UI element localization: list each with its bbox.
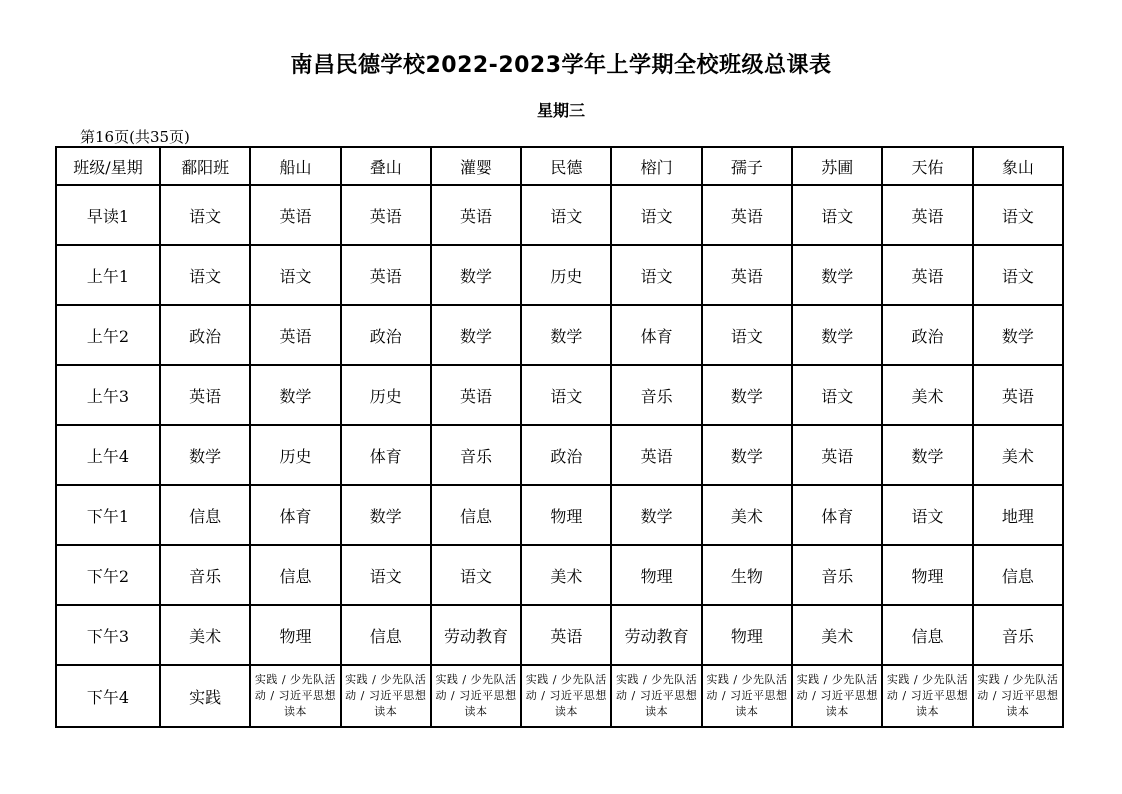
subject-cell: 语文 — [792, 365, 882, 425]
subject-cell: 实践 / 少先队活动 / 习近平思想读本 — [250, 665, 340, 727]
subject-cell: 语文 — [973, 245, 1063, 305]
header-cell-class: 天佑 — [882, 147, 972, 185]
subject-cell: 英语 — [702, 245, 792, 305]
subject-cell: 地理 — [973, 485, 1063, 545]
subject-cell: 历史 — [521, 245, 611, 305]
subject-cell: 实践 / 少先队活动 / 习近平思想读本 — [521, 665, 611, 727]
subject-cell: 数学 — [973, 305, 1063, 365]
subject-cell: 语文 — [611, 185, 701, 245]
header-row — [56, 147, 1063, 185]
header-cell-class: 叠山 — [341, 147, 431, 185]
subject-cell: 英语 — [431, 185, 521, 245]
period-cell: 早读1 — [56, 185, 160, 245]
header-cell-class: 灌婴 — [431, 147, 521, 185]
subject-cell: 语文 — [521, 365, 611, 425]
subject-cell: 语文 — [611, 245, 701, 305]
subject-cell: 英语 — [882, 245, 972, 305]
period-cell: 下午2 — [56, 545, 160, 605]
subject-cell: 美术 — [521, 545, 611, 605]
subject-cell: 语文 — [431, 545, 521, 605]
subject-cell: 数学 — [792, 305, 882, 365]
subject-cell: 实践 / 少先队活动 / 习近平思想读本 — [341, 665, 431, 727]
header-cell-class: 孺子 — [702, 147, 792, 185]
subject-cell: 物理 — [250, 605, 340, 665]
header-cell-corner: 班级/星期 — [56, 147, 160, 185]
subject-cell: 物理 — [882, 545, 972, 605]
subject-cell: 英语 — [882, 185, 972, 245]
subject-cell: 英语 — [431, 365, 521, 425]
subject-cell: 语文 — [341, 545, 431, 605]
subject-cell: 实践 / 少先队活动 / 习近平思想读本 — [882, 665, 972, 727]
subject-cell: 数学 — [431, 245, 521, 305]
subject-cell: 政治 — [521, 425, 611, 485]
subject-cell: 美术 — [702, 485, 792, 545]
header-cell-class: 民德 — [521, 147, 611, 185]
period-cell: 下午1 — [56, 485, 160, 545]
table-row — [56, 185, 1063, 245]
header-cell-class: 鄱阳班 — [160, 147, 250, 185]
weekday-subtitle: 星期三 — [536, 101, 585, 120]
schedule-body — [56, 147, 1063, 727]
subject-cell: 信息 — [250, 545, 340, 605]
subject-cell: 实践 / 少先队活动 / 习近平思想读本 — [431, 665, 521, 727]
subject-cell: 英语 — [341, 185, 431, 245]
subject-cell: 实践 / 少先队活动 / 习近平思想读本 — [702, 665, 792, 727]
table-row — [56, 485, 1063, 545]
subject-cell: 英语 — [250, 305, 340, 365]
subject-cell: 音乐 — [611, 365, 701, 425]
subject-cell: 体育 — [611, 305, 701, 365]
subject-cell: 信息 — [882, 605, 972, 665]
subject-cell: 数学 — [431, 305, 521, 365]
header-cell-class: 象山 — [973, 147, 1063, 185]
subject-cell: 语文 — [792, 185, 882, 245]
subject-cell: 政治 — [160, 305, 250, 365]
subject-cell: 语文 — [521, 185, 611, 245]
subject-cell: 语文 — [160, 185, 250, 245]
subject-cell: 实践 / 少先队活动 / 习近平思想读本 — [792, 665, 882, 727]
period-cell: 上午1 — [56, 245, 160, 305]
table-row — [56, 545, 1063, 605]
table-row — [56, 425, 1063, 485]
subject-cell: 音乐 — [160, 545, 250, 605]
subject-cell: 语文 — [973, 185, 1063, 245]
subject-cell: 信息 — [431, 485, 521, 545]
subject-cell: 英语 — [611, 425, 701, 485]
subject-cell: 音乐 — [792, 545, 882, 605]
subject-cell: 物理 — [702, 605, 792, 665]
subject-cell: 劳动教育 — [611, 605, 701, 665]
period-cell: 下午4 — [56, 665, 160, 727]
subject-cell: 实践 — [160, 665, 250, 727]
subject-cell: 英语 — [702, 185, 792, 245]
header-cell-class: 榕门 — [611, 147, 701, 185]
subject-cell: 数学 — [882, 425, 972, 485]
subject-cell: 体育 — [341, 425, 431, 485]
subject-cell: 美术 — [792, 605, 882, 665]
subject-cell: 语文 — [702, 305, 792, 365]
subject-cell: 英语 — [250, 185, 340, 245]
subject-cell: 英语 — [973, 365, 1063, 425]
subject-cell: 劳动教育 — [431, 605, 521, 665]
subject-cell: 数学 — [250, 365, 340, 425]
subject-cell: 生物 — [702, 545, 792, 605]
document-title: 南昌民德学校2022-2023学年上学期全校班级总课表 — [290, 53, 832, 78]
subject-cell: 历史 — [250, 425, 340, 485]
table-row — [56, 305, 1063, 365]
period-cell: 上午2 — [56, 305, 160, 365]
subject-cell: 音乐 — [431, 425, 521, 485]
subject-cell: 信息 — [973, 545, 1063, 605]
page-indicator: 第16页(共35页) — [80, 128, 190, 146]
subject-cell: 信息 — [341, 605, 431, 665]
subject-cell: 美术 — [973, 425, 1063, 485]
subject-cell: 物理 — [521, 485, 611, 545]
schedule-table — [55, 146, 1064, 728]
subject-cell: 美术 — [882, 365, 972, 425]
subject-cell: 数学 — [341, 485, 431, 545]
period-cell: 上午3 — [56, 365, 160, 425]
table-row — [56, 365, 1063, 425]
subject-cell: 数学 — [611, 485, 701, 545]
subject-cell: 政治 — [341, 305, 431, 365]
subject-cell: 美术 — [160, 605, 250, 665]
subject-cell: 语文 — [250, 245, 340, 305]
subject-cell: 语文 — [882, 485, 972, 545]
table-row — [56, 605, 1063, 665]
subject-cell: 数学 — [160, 425, 250, 485]
period-cell: 下午3 — [56, 605, 160, 665]
subject-cell: 政治 — [882, 305, 972, 365]
subject-cell: 数学 — [702, 425, 792, 485]
header-cell-class: 苏圃 — [792, 147, 882, 185]
header-cell-class: 船山 — [250, 147, 340, 185]
subject-cell: 音乐 — [973, 605, 1063, 665]
table-row — [56, 245, 1063, 305]
subject-cell: 信息 — [160, 485, 250, 545]
subject-cell: 语文 — [160, 245, 250, 305]
subject-cell: 英语 — [160, 365, 250, 425]
subject-cell: 英语 — [521, 605, 611, 665]
subject-cell: 体育 — [250, 485, 340, 545]
subject-cell: 数学 — [792, 245, 882, 305]
subject-cell: 英语 — [792, 425, 882, 485]
subject-cell: 实践 / 少先队活动 / 习近平思想读本 — [611, 665, 701, 727]
subject-cell: 实践 / 少先队活动 / 习近平思想读本 — [973, 665, 1063, 727]
subject-cell: 体育 — [792, 485, 882, 545]
table-row — [56, 665, 1063, 727]
subject-cell: 历史 — [341, 365, 431, 425]
subject-cell: 数学 — [702, 365, 792, 425]
period-cell: 上午4 — [56, 425, 160, 485]
subject-cell: 物理 — [611, 545, 701, 605]
subject-cell: 数学 — [521, 305, 611, 365]
subject-cell: 英语 — [341, 245, 431, 305]
